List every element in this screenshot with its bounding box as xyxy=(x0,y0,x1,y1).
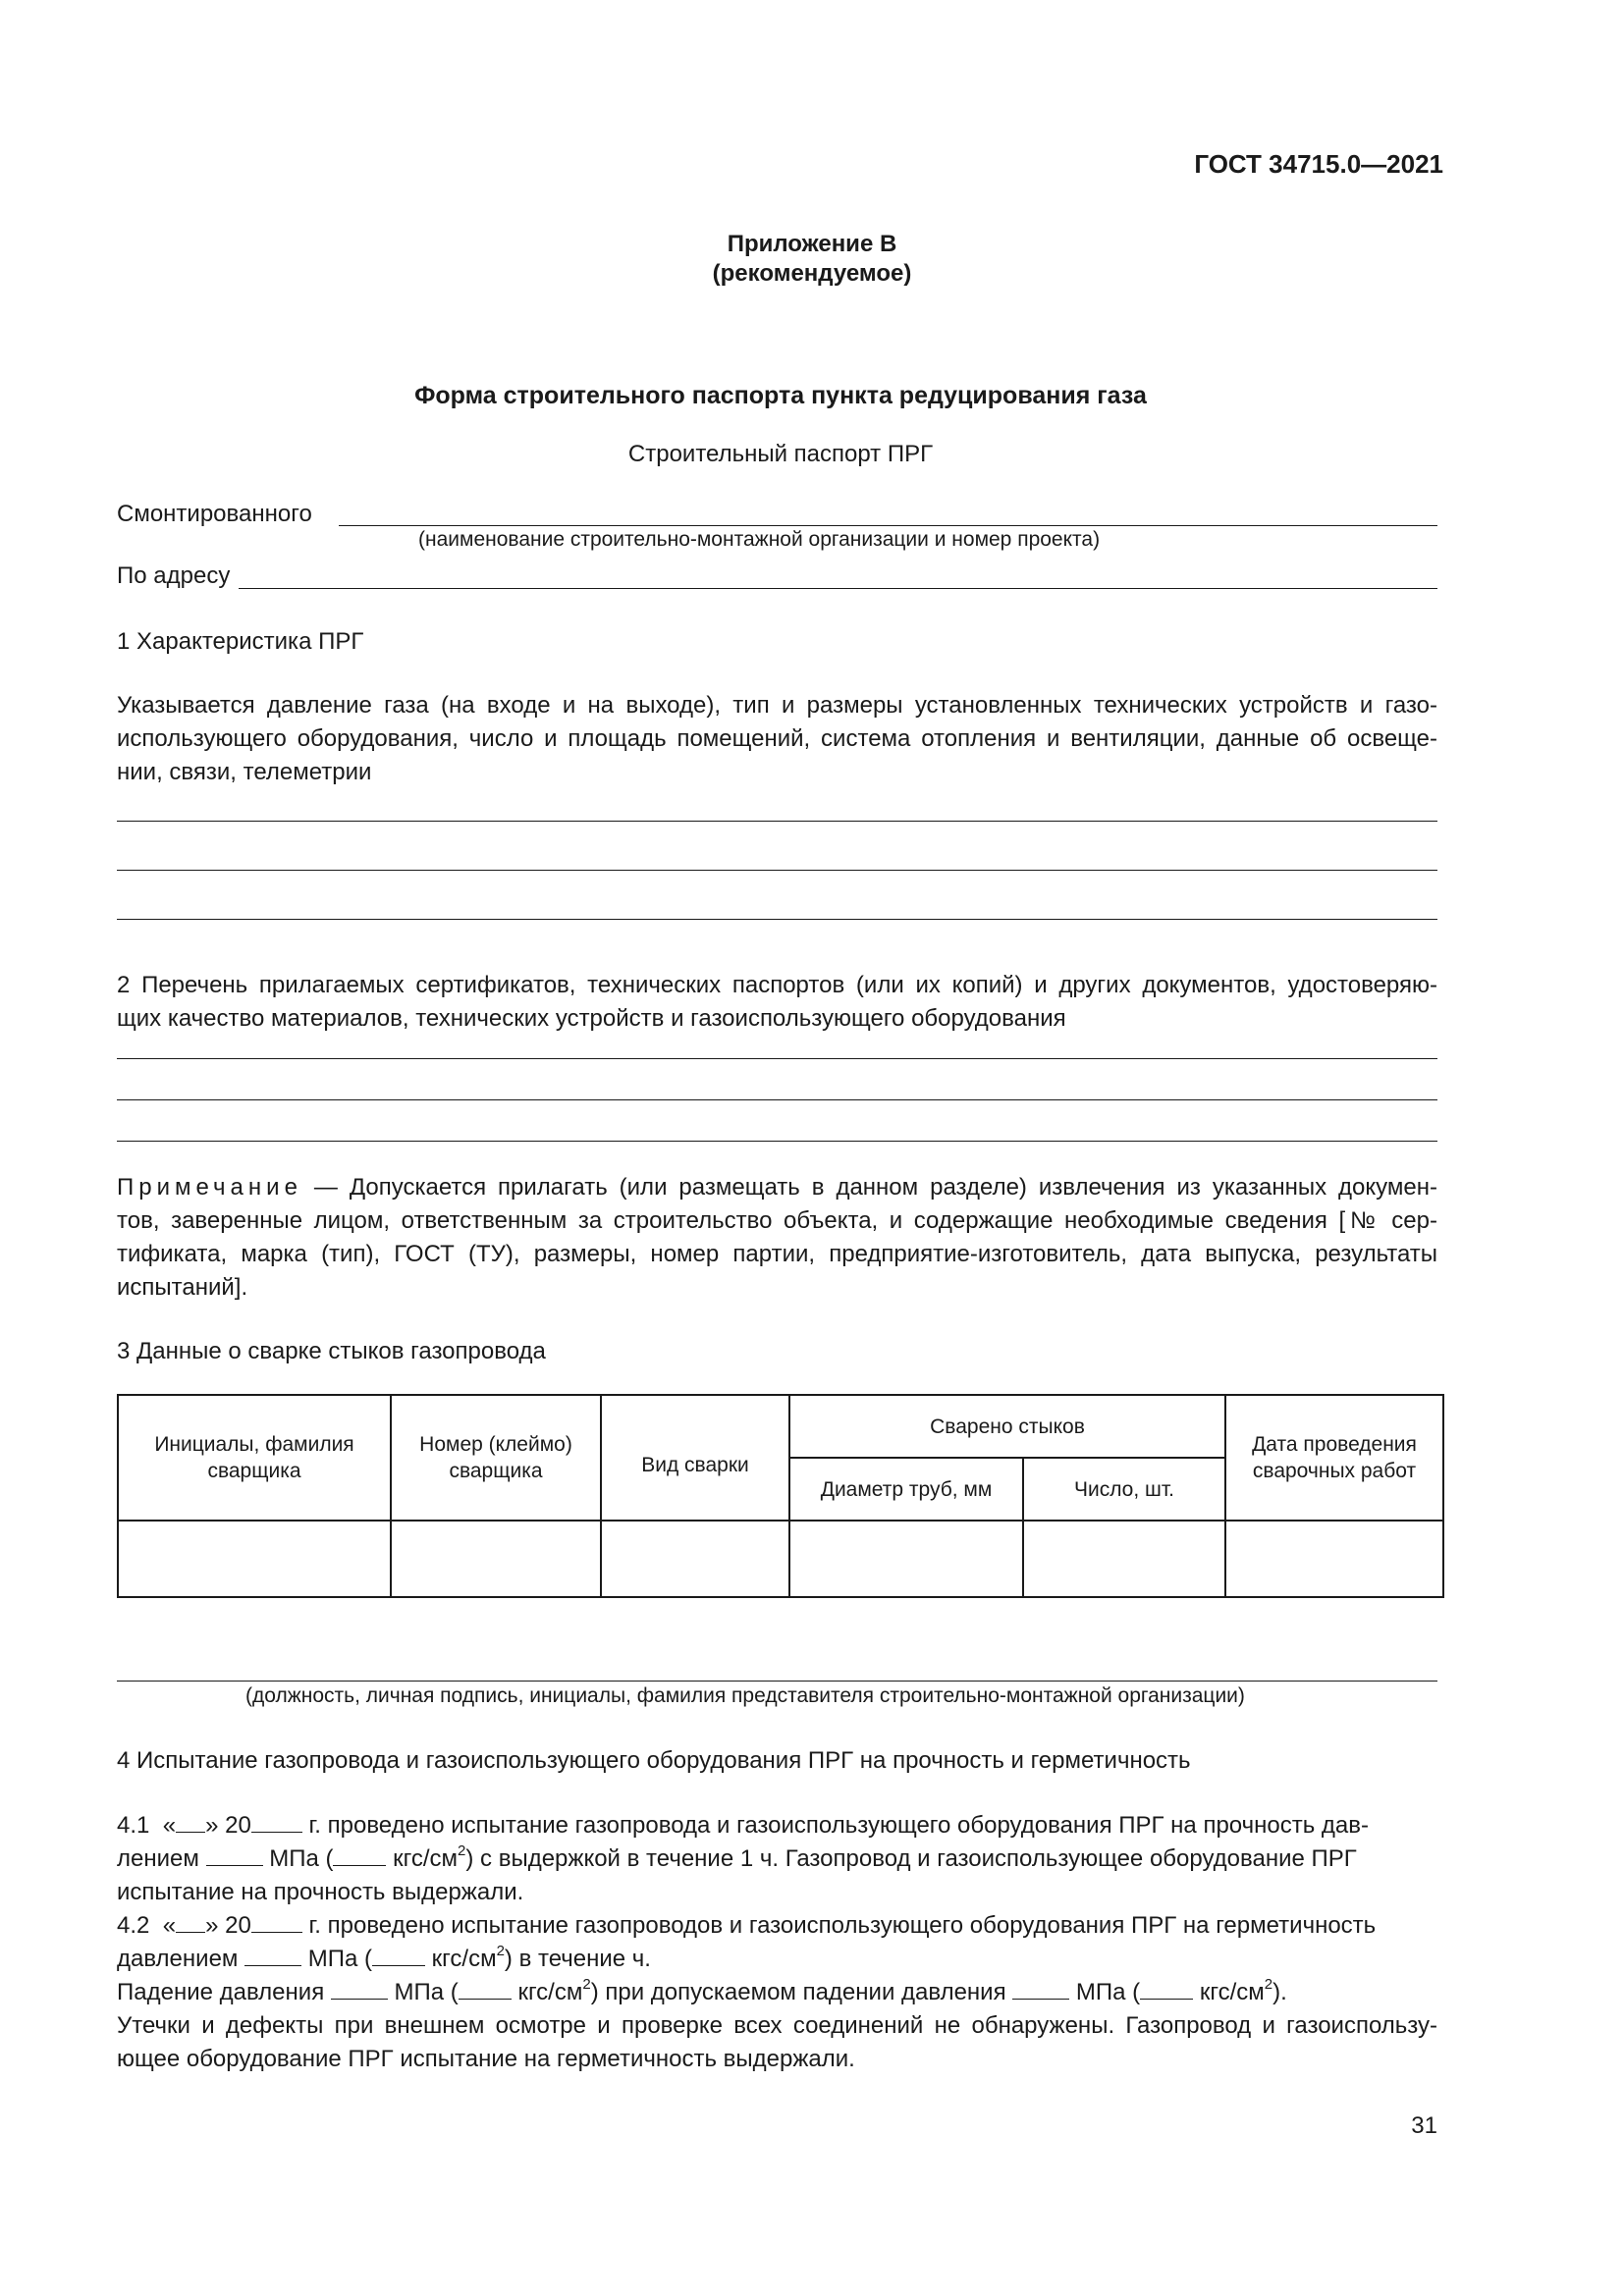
form-title: Форма строительного паспорта пункта редуцирования газа xyxy=(414,382,1147,409)
fill-line xyxy=(117,1058,1437,1059)
mounted-caption: (наименование строительно-монтажной организации и номер проекта) xyxy=(418,528,1101,551)
drop-mpa-blank[interactable] xyxy=(331,1977,388,2000)
para-text: кгс/см xyxy=(425,1946,497,1972)
table-cell[interactable] xyxy=(789,1521,1023,1597)
year-prefix: » 20 xyxy=(205,1812,251,1839)
para-text: МПа ( xyxy=(262,1845,334,1872)
table-cell[interactable] xyxy=(118,1521,391,1597)
section-1-text-line: использующего оборудования, число и площадь помещений, система отопления и вентиляции, данные об освеще- xyxy=(117,725,1437,752)
para-4-1-line: испытание на прочность выдержали. xyxy=(117,1879,524,1905)
para-text: ) в течение ч. xyxy=(504,1946,651,1972)
note-line: тов, заверенные лицом, ответственным за строительство объекта, и содержащие необходимые сведения [№ сер- xyxy=(117,1207,1437,1234)
para-text: кгс/см xyxy=(511,1979,583,2005)
para-4-1-line xyxy=(117,1809,1437,1842)
col-count-header: Число, шт. xyxy=(1023,1458,1225,1521)
appendix-title: Приложение В xyxy=(727,231,897,257)
para-text: лением xyxy=(117,1845,206,1872)
col-welder-header: Инициалы, фамилия сварщика xyxy=(118,1395,391,1521)
table-cell[interactable] xyxy=(391,1521,601,1597)
superscript: 2 xyxy=(582,1976,591,1993)
para-4-1-line xyxy=(117,1842,1357,1876)
year-prefix: » 20 xyxy=(205,1912,251,1939)
superscript: 2 xyxy=(496,1943,505,1959)
pressure-mpa-blank[interactable] xyxy=(244,1944,301,1966)
table-cell[interactable] xyxy=(601,1521,789,1597)
year-blank[interactable] xyxy=(251,1910,302,1933)
col-date-header: Дата проведения сварочных работ xyxy=(1225,1395,1443,1521)
drop-kgf-blank[interactable] xyxy=(459,1977,512,2000)
para-text: давлением xyxy=(117,1946,245,1972)
note-line: тификата, марка (тип), ГОСТ (ТУ), размеры, номер партии, предприятие-изготовитель, дата выпуска, результаты xyxy=(117,1241,1437,1267)
fill-line xyxy=(117,919,1437,920)
section-2-text-line: 2 Перечень прилагаемых сертификатов, технических паспортов (или их копий) и других документов, удостоверяю- xyxy=(117,972,1437,998)
standard-number: ГОСТ 34715.0—2021 xyxy=(1194,149,1443,179)
para-4-2-line xyxy=(117,1909,1376,1943)
leaks-text-line: Утечки и дефекты при внешнем осмотре и проверке всех соединений не обнаружены. Газопровод и газоиспользу- xyxy=(117,2012,1437,2039)
allowed-drop-kgf-blank[interactable] xyxy=(1140,1977,1193,2000)
fill-line xyxy=(117,1141,1437,1142)
welding-table xyxy=(117,1394,1444,1598)
table-cell[interactable] xyxy=(1023,1521,1225,1597)
allowed-drop-mpa-blank[interactable] xyxy=(1012,1977,1069,2000)
para-text: МПа ( xyxy=(387,1979,459,2005)
col-welded-header: Сварено стыков xyxy=(789,1395,1225,1458)
pressure-kgf-blank[interactable] xyxy=(333,1843,386,1866)
note-line: испытаний]. xyxy=(117,1274,248,1301)
note-line xyxy=(117,1171,1437,1204)
para-text: ) с выдержкой в течение 1 ч. Газопровод и газоиспользующее оборудование ПРГ xyxy=(465,1845,1357,1872)
section-4-title: 4 Испытание газопровода и газоиспользующего оборудования ПРГ на прочность и герметичность xyxy=(117,1747,1191,1774)
address-fill-line xyxy=(239,588,1437,589)
pressure-drop-line xyxy=(117,1976,1287,2009)
section-3-title: 3 Данные о сварке стыков газопровода xyxy=(117,1338,546,1364)
superscript: 2 xyxy=(458,1842,466,1859)
fill-line xyxy=(117,1099,1437,1100)
para-text: МПа ( xyxy=(301,1946,372,1972)
col-diameter-header: Диаметр труб, мм xyxy=(789,1458,1023,1521)
day-blank[interactable] xyxy=(176,1910,205,1933)
para-text: г. проведено испытание газопроводов и газоиспользующего оборудования ПРГ на герметичность xyxy=(301,1912,1377,1939)
quote-open: « xyxy=(162,1912,177,1939)
para-text: г. проведено испытание газопровода и газоиспользующего оборудования ПРГ на прочность дав- xyxy=(301,1812,1369,1839)
fill-line xyxy=(117,821,1437,822)
para-number: 4.1 xyxy=(117,1812,150,1839)
year-blank[interactable] xyxy=(251,1810,302,1833)
superscript: 2 xyxy=(1264,1976,1273,1993)
section-1-title: 1 Характеристика ПРГ xyxy=(117,628,364,655)
signature-caption: (должность, личная подпись, инициалы, фамилия представителя строительно-монтажной организации) xyxy=(245,1684,1245,1707)
day-blank[interactable] xyxy=(176,1810,205,1833)
quote-open: « xyxy=(162,1812,177,1839)
para-4-2-line xyxy=(117,1943,651,1976)
section-1-text-line: Указывается давление газа (на входе и на выходе), тип и размеры установленных технических устройств и газо- xyxy=(117,692,1437,719)
appendix-subtitle: (рекомендуемое) xyxy=(712,260,912,287)
passport-title: Строительный паспорт ПРГ xyxy=(627,441,934,467)
page-number: 31 xyxy=(1411,2112,1437,2139)
para-text: Падение давления xyxy=(117,1979,331,2005)
note-text: — Допускается прилагать (или размещать в данном разделе) извлечения из указанных докумен- xyxy=(313,1174,1437,1201)
para-text: кгс/см xyxy=(386,1845,459,1872)
para-text: ). xyxy=(1272,1979,1287,2005)
section-1-text-line: нии, связи, телеметрии xyxy=(117,759,372,785)
para-text: МПа ( xyxy=(1069,1979,1141,2005)
table-cell[interactable] xyxy=(1225,1521,1443,1597)
address-label: По адресу xyxy=(117,562,231,589)
mounted-label: Смонтированного xyxy=(117,501,312,527)
pressure-mpa-blank[interactable] xyxy=(206,1843,263,1866)
col-type-header: Вид сварки xyxy=(601,1395,789,1521)
leaks-text-line: ющее оборудование ПРГ испытание на герметичность выдержали. xyxy=(117,2046,855,2072)
para-text: кгс/см xyxy=(1193,1979,1265,2005)
para-number: 4.2 xyxy=(117,1912,150,1939)
fill-line xyxy=(117,870,1437,871)
section-2-text-line: щих качество материалов, технических устройств и газоиспользующего оборудования xyxy=(117,1005,1066,1032)
col-number-header: Номер (клеймо) сварщика xyxy=(391,1395,601,1521)
signature-line xyxy=(117,1681,1437,1682)
pressure-kgf-blank[interactable] xyxy=(372,1944,425,1966)
note-label: Примечание xyxy=(117,1174,302,1201)
para-text: ) при допускаемом падении давления xyxy=(590,1979,1013,2005)
table-row xyxy=(118,1521,1443,1597)
